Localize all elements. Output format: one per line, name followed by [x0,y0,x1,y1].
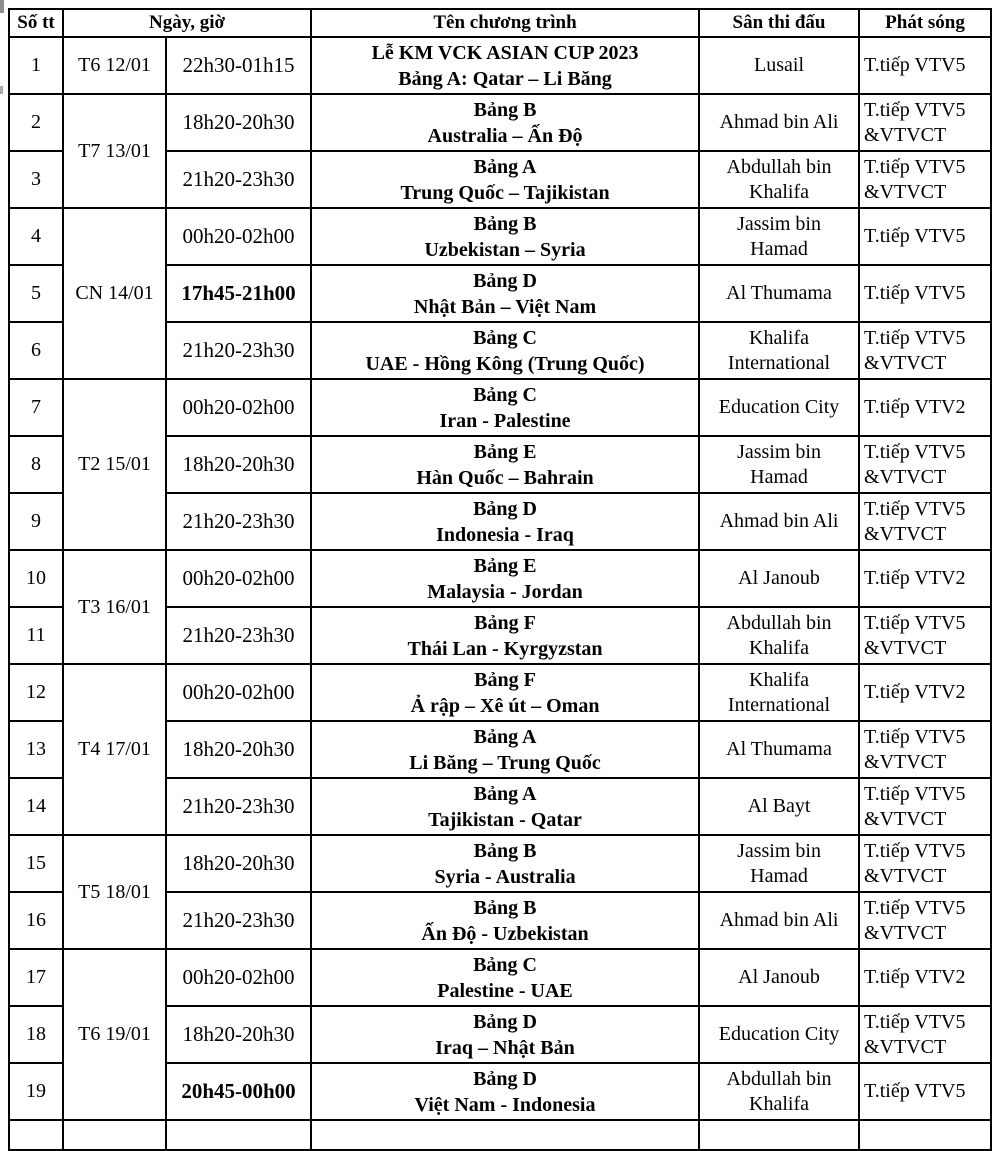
time-cell: 17h45-21h00 [166,265,311,322]
text-line: T.tiếp VTV5 [864,782,966,805]
text-line: Việt Nam - Indonesia [414,1093,596,1116]
program-cell [311,379,699,436]
text-line: Ả rập – Xê út – Oman [410,694,600,717]
row-number-cell: 4 [9,208,63,265]
program-cell [311,493,699,550]
time-cell: 22h30-01h15 [166,37,311,94]
partial-row [9,1120,991,1150]
text-line: Thái Lan - Kyrgyzstan [407,637,603,660]
row-number-cell: 18 [9,1006,63,1063]
time-cell: 00h20-02h00 [166,949,311,1006]
venue-cell [699,1006,859,1063]
text-line: T.tiếp VTV5 [864,54,966,76]
program-cell [311,949,699,1006]
program-cell [311,664,699,721]
text-line: Indonesia - Iraq [436,523,574,546]
text-line: Iran - Palestine [439,409,571,432]
date-cell: T6 12/01 [63,37,166,94]
text-line: Education City [718,396,840,418]
text-line: T.tiếp VTV2 [864,681,966,703]
row-number-cell: 9 [9,493,63,550]
table-row [9,949,991,1006]
text-line: T.tiếp VTV2 [864,966,966,988]
text-line: T.tiếp VTV5 [864,611,966,634]
time-cell: 21h20-23h30 [166,892,311,949]
text-line: Khalifa [749,326,809,349]
broadcast-schedule-table [8,8,992,1151]
text-line: T.tiếp VTV5 [864,282,966,304]
text-line: &VTVCT [864,921,947,944]
text-line: T.tiếp VTV2 [864,567,966,589]
time-cell: 21h20-23h30 [166,493,311,550]
text-line: &VTVCT [864,351,947,374]
table-row [9,94,991,151]
text-line: Li Băng – Trung Quốc [409,751,601,774]
row-number-cell: 13 [9,721,63,778]
text-line: Hàn Quốc – Bahrain [416,466,594,489]
time-cell: 18h20-20h30 [166,835,311,892]
broadcast-cell [859,1120,991,1150]
text-line: Bảng B [473,896,537,919]
table-row [9,379,991,436]
program-cell [311,208,699,265]
program-cell [311,550,699,607]
broadcast-cell [859,1006,991,1063]
text-line: T.tiếp VTV5 [864,1080,966,1102]
venue-cell [699,664,859,721]
text-line: Ahmad bin Ali [719,909,839,931]
text-line: Jassim bin [737,839,821,862]
text-line: Al Thumama [726,738,832,760]
text-line: &VTVCT [864,180,947,203]
text-line: Palestine - UAE [437,979,573,1002]
broadcast-cell [859,265,991,322]
row-number-cell: 14 [9,778,63,835]
text-line: Bảng A [473,155,537,178]
text-line: &VTVCT [864,636,947,659]
date-cell: T6 19/01 [63,949,166,1120]
text-line: Al Janoub [738,567,820,589]
text-line: T.tiếp VTV5 [864,725,966,748]
text-line: Bảng D [473,269,537,292]
venue-cell [699,151,859,208]
text-line: Nhật Bản – Việt Nam [413,295,597,318]
venue-cell [699,208,859,265]
venue-cell [699,265,859,322]
time-cell: 18h20-20h30 [166,436,311,493]
text-line: T.tiếp VTV5 [864,155,966,178]
broadcast-cell [859,379,991,436]
text-line: Bảng E [473,554,537,577]
venue-cell [699,37,859,94]
venue-cell [699,94,859,151]
broadcast-cell [859,208,991,265]
text-line: Malaysia - Jordan [427,580,583,603]
text-line: Abdullah bin [726,155,832,178]
time-cell: 18h20-20h30 [166,721,311,778]
text-line: Jassim bin [737,440,821,463]
program-cell [311,436,699,493]
text-line: Al Thumama [726,282,832,304]
program-cell [311,778,699,835]
time-cell: 00h20-02h00 [166,379,311,436]
text-line: Bảng A: Qatar – Li Băng [398,67,612,90]
row-number-cell: 11 [9,607,63,664]
text-line: Bảng D [473,1010,537,1033]
text-line: Hamad [750,864,808,887]
broadcast-cell [859,778,991,835]
text-line: &VTVCT [864,1035,947,1058]
broadcast-cell [859,94,991,151]
text-line: Bảng D [473,497,537,520]
row-number-cell: 16 [9,892,63,949]
text-line: T.tiếp VTV5 [864,98,966,121]
text-line: T.tiếp VTV5 [864,440,966,463]
program-cell [311,151,699,208]
row-number-cell: 1 [9,37,63,94]
time-cell: 00h20-02h00 [166,550,311,607]
text-line: Bảng B [473,839,537,862]
row-number-cell [9,1120,63,1150]
text-line: Lễ KM VCK ASIAN CUP 2023 [371,41,639,64]
text-line: T.tiếp VTV5 [864,497,966,520]
program-cell [311,1063,699,1120]
program-cell [311,1006,699,1063]
text-line: Syria - Australia [434,865,576,888]
program-cell [311,892,699,949]
text-line: Iraq – Nhật Bản [435,1036,575,1059]
row-number-cell: 7 [9,379,63,436]
text-line: &VTVCT [864,465,947,488]
time-cell: 18h20-20h30 [166,1006,311,1063]
time-cell: 00h20-02h00 [166,208,311,265]
text-line: Bảng A [473,782,537,805]
program-cell [311,1120,699,1150]
table-row [9,664,991,721]
text-line: T.tiếp VTV5 [864,839,966,862]
broadcast-cell [859,151,991,208]
row-number-cell: 12 [9,664,63,721]
text-line: Al Janoub [738,966,820,988]
table-header [9,9,991,37]
broadcast-cell [859,37,991,94]
venue-cell [699,778,859,835]
text-line: Bảng F [474,668,536,691]
broadcast-cell [859,835,991,892]
date-cell: CN 14/01 [63,208,166,379]
date-cell: T2 15/01 [63,379,166,550]
time-cell [166,1120,311,1150]
text-line: Uzbekistan – Syria [424,238,586,261]
text-line: Ấn Độ - Uzbekistan [421,922,589,945]
text-line: T.tiếp VTV5 [864,1010,966,1033]
date-cell: T5 18/01 [63,835,166,949]
venue-cell [699,436,859,493]
schedule-body [9,37,991,1150]
venue-cell [699,379,859,436]
text-line: Australia – Ấn Độ [427,124,583,147]
text-line: Bảng C [473,383,537,406]
program-cell [311,721,699,778]
text-line: Ahmad bin Ali [719,111,839,133]
text-line: &VTVCT [864,864,947,887]
text-line: International [727,351,831,374]
venue-cell [699,1120,859,1150]
time-cell: 21h20-23h30 [166,322,311,379]
program-cell [311,94,699,151]
date-cell: T7 13/01 [63,94,166,208]
program-cell [311,37,699,94]
row-number-cell: 2 [9,94,63,151]
table-row [9,550,991,607]
time-cell: 20h45-00h00 [166,1063,311,1120]
text-line: Bảng E [473,440,537,463]
broadcast-cell [859,664,991,721]
row-number-cell: 10 [9,550,63,607]
date-cell: T3 16/01 [63,550,166,664]
venue-cell [699,721,859,778]
program-cell [311,607,699,664]
header-program: Tên chương trình [311,9,699,37]
text-line: Bảng B [473,212,537,235]
text-line: Tajikistan - Qatar [428,808,582,831]
header-venue: Sân thi đấu [699,9,859,37]
venue-cell [699,322,859,379]
venue-cell [699,607,859,664]
date-cell: T4 17/01 [63,664,166,835]
venue-cell [699,493,859,550]
text-line: Bảng C [473,953,537,976]
header-row [9,9,991,37]
table-row [9,835,991,892]
table-row [9,37,991,94]
time-cell: 21h20-23h30 [166,778,311,835]
time-cell: 21h20-23h30 [166,151,311,208]
header-date-time: Ngày, giờ [63,9,311,37]
row-number-cell: 15 [9,835,63,892]
broadcast-cell [859,493,991,550]
text-line: T.tiếp VTV5 [864,896,966,919]
program-cell [311,322,699,379]
broadcast-cell [859,607,991,664]
broadcast-cell [859,436,991,493]
row-number-cell: 17 [9,949,63,1006]
scan-artifact [0,86,3,94]
text-line: T.tiếp VTV2 [864,396,966,418]
text-line: T.tiếp VTV5 [864,225,966,247]
broadcast-cell [859,322,991,379]
text-line: &VTVCT [864,522,947,545]
text-line: T.tiếp VTV5 [864,326,966,349]
time-cell: 18h20-20h30 [166,94,311,151]
text-line: Al Bayt [747,795,811,817]
header-broadcast: Phát sóng [859,9,991,37]
date-cell [63,1120,166,1150]
table-row [9,208,991,265]
text-line: Abdullah bin [726,611,832,634]
text-line: International [727,693,831,716]
text-line: Education City [718,1023,840,1045]
text-line: Khalifa [749,668,809,691]
text-line: Jassim bin [737,212,821,235]
program-cell [311,265,699,322]
text-line: Bảng C [473,326,537,349]
broadcast-cell [859,949,991,1006]
broadcast-schedule-page [8,8,992,1151]
text-line: Bảng D [473,1067,537,1090]
time-cell: 21h20-23h30 [166,607,311,664]
time-cell: 00h20-02h00 [166,664,311,721]
text-line: Bảng F [474,611,536,634]
venue-cell [699,949,859,1006]
broadcast-cell [859,550,991,607]
venue-cell [699,550,859,607]
venue-cell [699,892,859,949]
text-line: Bảng B [473,98,537,121]
broadcast-cell [859,892,991,949]
program-cell [311,835,699,892]
header-number: Số tt [9,9,63,37]
broadcast-cell [859,721,991,778]
text-line: Ahmad bin Ali [719,510,839,532]
text-line: Khalifa [749,180,809,203]
text-line: Lusail [754,54,805,76]
text-line: UAE - Hồng Kông (Trung Quốc) [365,352,645,375]
text-line: Abdullah bin [726,1067,832,1090]
row-number-cell: 6 [9,322,63,379]
broadcast-cell [859,1063,991,1120]
text-line: Hamad [750,237,808,260]
row-number-cell: 8 [9,436,63,493]
scan-artifact [0,0,4,13]
text-line: &VTVCT [864,123,947,146]
row-number-cell: 19 [9,1063,63,1120]
text-line: Bảng A [473,725,537,748]
text-line: Khalifa [749,1092,809,1115]
text-line: Hamad [750,465,808,488]
text-line: Trung Quốc – Tajikistan [400,181,610,204]
row-number-cell: 3 [9,151,63,208]
text-line: &VTVCT [864,750,947,773]
row-number-cell: 5 [9,265,63,322]
text-line: Khalifa [749,636,809,659]
venue-cell [699,835,859,892]
venue-cell [699,1063,859,1120]
text-line: &VTVCT [864,807,947,830]
